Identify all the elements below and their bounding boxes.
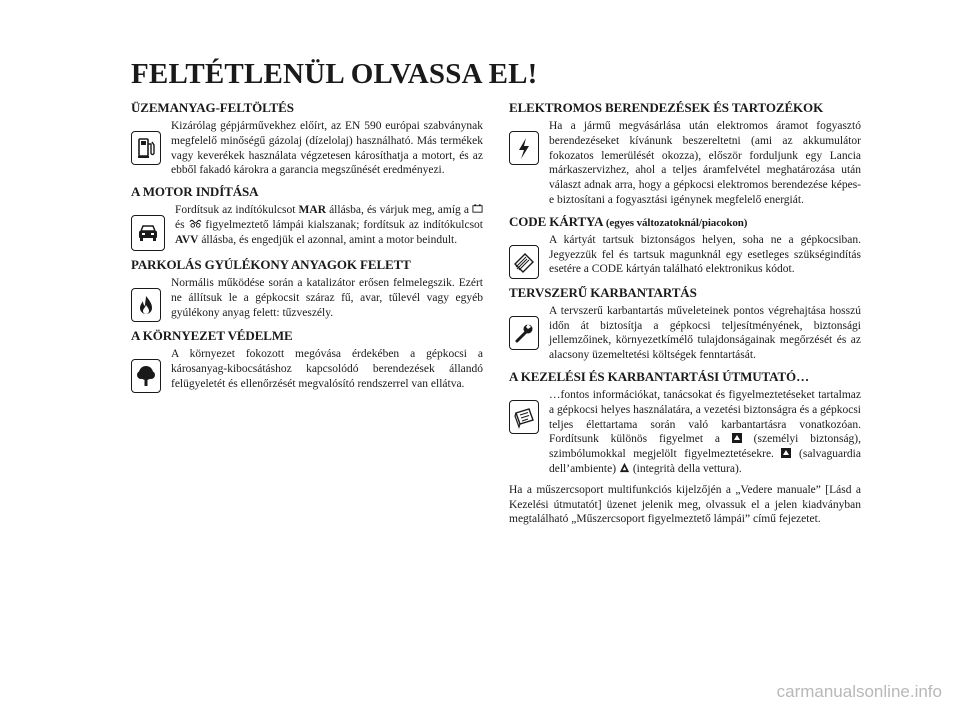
car-front-icon <box>131 215 165 251</box>
section-heading: A KEZELÉSI ÉS KARBANTARTÁSI ÚTMUTATÓ… <box>509 368 809 384</box>
left-column <box>131 100 483 397</box>
section-heading: ELEKTROMOS BERENDEZÉSEK ÉS TARTOZÉKOK <box>509 100 824 115</box>
section-electrical <box>509 100 861 208</box>
section-text: A tervszerű karbantartás műveleteinek pontos végrehajtása hosszú időn át biztosítja a gépkocsi teljesítményének, biztonsági jellemzőinek, környezetkímélő tulajdonságainak megőrzését és az alacsony üzemeltetési költségek fenntartását. <box>549 304 861 362</box>
flame-icon <box>131 288 161 322</box>
section-engine-start <box>131 184 483 251</box>
section-parking <box>131 257 483 322</box>
fuel-pump-icon <box>131 131 161 165</box>
section-heading: A MOTOR INDÍTÁSA <box>131 184 259 200</box>
vehicle-integrity-icon <box>619 462 630 473</box>
watermark: carmanualsonline.info <box>776 682 942 701</box>
lightning-icon <box>509 131 539 165</box>
section-heading: ÜZEMANYAG-FELTÖLTÉS <box>131 100 294 115</box>
section-heading: CODE KÁRTYA (egyes változatoknál/piacokon) <box>509 213 748 229</box>
key-position-mar: MAR <box>298 204 327 217</box>
section-code-card <box>509 214 861 279</box>
footer-paragraph: Ha a műszercsoport multifunkciós kijelzőjén a „Vedere manuale” [Lásd a Kezelési útmutatót] üzenet jelenik meg, olvassuk el a jelen kiadványban megtalálható „Műszercsoport figyelmeztető lámpái” című fejezetet. <box>509 483 861 526</box>
section-fuel <box>131 100 483 178</box>
card-icon <box>509 245 539 279</box>
tree-icon <box>131 359 161 393</box>
section-text: Kizárólag gépjárművekhez előírt, az EN 590 európai szabványnak megfelelő minőségű gázolaj (dízelolaj) használható. Más termékek vagy keverékek használata végzetesen károsíthatja a motort, és az ebből fakadó károkra a garancia megszűnését eredményezi. <box>171 120 483 177</box>
section-heading: A KÖRNYEZET VÉDELME <box>131 328 293 344</box>
book-icon <box>509 400 539 434</box>
environment-icon <box>781 448 791 458</box>
section-text: …fontos információkat, tanácsokat és figyelmeztetéseket tartalmaz a gépkocsi helyes használatára, a vezetési biztonságra és a gépkocsi teljes élettartama során való karbantartásra vonatkozóan. Fordítsunk különös figyelmet a (személyi biztonság), szimbólumokkal megjelölt figyelmeztetésekre. (salvaguardia dell’ambiente) (integrità della vettura). <box>549 388 862 475</box>
section-heading: PARKOLÁS GYÚLÉKONY ANYAGOK FELETT <box>131 257 411 273</box>
battery-warning-icon <box>472 203 483 214</box>
personal-safety-icon <box>732 433 742 443</box>
key-position-avv: AVV <box>175 233 199 246</box>
section-text: Normális működése során a katalizátor erősen felmelegszik. Ezért ne állítsuk le a gépkocsit száraz fű, avar, tűlevél vagy egyéb gyúlékony anyag felett: tűzveszély. <box>171 277 483 319</box>
section-manual <box>509 369 861 477</box>
section-text: Ha a jármű megvásárlása után elektromos áramot fogyasztó berendezéseket kívánunk beszereltetni (ami az akkumulátor fokozatos lemerülését okozza), először forduljunk egy Lancia márkaszervizhez, ahol a teljes áramfelvétel meghatározása után választ adnak arra, hogy a gépkocsi elektromos berendezése képes-e biztosítani a fogyasztási igénynek megfelelő energiát. <box>549 120 861 206</box>
section-text: A kártyát tartsuk biztonságos helyen, soha ne a gépkocsiban. Jegyezzük fel és tartsuk magunknál egy esetleges szükségindítás esetére a CODE kártyán található elektronikus kódot. <box>549 233 861 276</box>
wrench-icon <box>509 316 539 350</box>
section-environment <box>131 328 483 393</box>
section-text: A környezet fokozott megóvása érdekében a gépkocsi a károsanyag-kibocsátáshoz kapcsolódó berendezések állandó felügyeletét és ellenőrzését megvalósító rendszerrel van ellátva. <box>171 348 483 390</box>
section-maintenance <box>509 285 861 363</box>
section-heading: TERVSZERŰ KARBANTARTÁS <box>509 284 697 300</box>
right-column <box>509 100 861 527</box>
section-text: Fordítsuk az indítókulcsot MAR állásba, és várjuk meg, amíg a és figyelmeztető lámpái kialszanak; fordítsuk az indítókulcsot AVV állásba, és engedjük el azonnal, amint a motor beindult. <box>175 204 483 246</box>
page-title: FELTÉTLENÜL OLVASSA EL! <box>131 58 538 90</box>
glow-plug-icon <box>189 218 202 229</box>
